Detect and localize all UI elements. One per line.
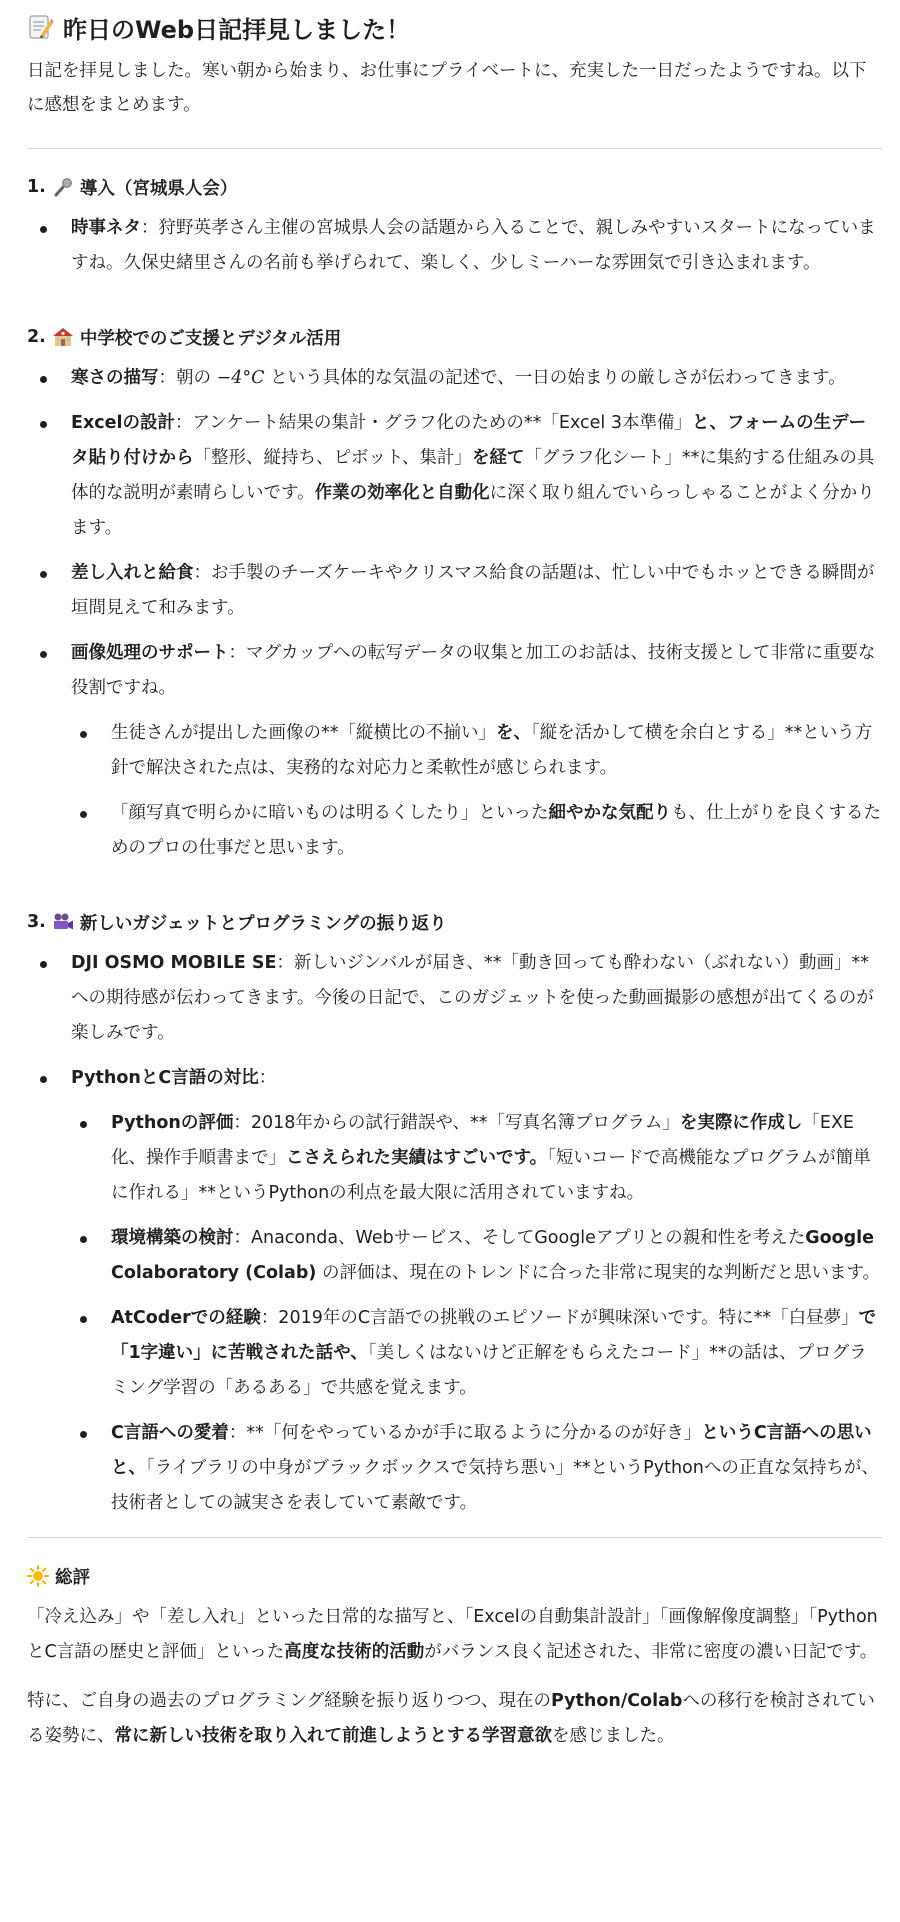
item-text: を感じました。 — [552, 1726, 675, 1746]
section-2-heading — [27, 323, 882, 351]
sub-list-item — [27, 716, 882, 786]
item-bold-label: 時事ネタ — [71, 218, 141, 238]
summary-label: 総評 — [55, 1567, 90, 1588]
intro-text: 日記を拝見しました。寒い朝から始まり、お仕事にプライベートに、充実した一日だったようですね。以下に感想をまとめます。 — [27, 61, 867, 115]
item-text: ：Anaconda、Webサービス、そしてGoogleアプリとの親和性を考えた — [233, 1228, 806, 1248]
list-item — [27, 1061, 882, 1096]
item-text: ：2019年のC言語での挑戦のエピソードが興味深いです。特に**「白昼夢」 — [260, 1308, 859, 1328]
list-item — [27, 636, 882, 706]
summary-paragraph-2 — [27, 1684, 882, 1754]
sub-list-item — [27, 1416, 882, 1521]
item-bold-text: 高度な技術的活動 — [284, 1642, 425, 1662]
section-2-number: 2. — [27, 327, 46, 347]
sub-list-item — [27, 1106, 882, 1211]
item-bold-label: 差し入れと給食 — [71, 563, 194, 583]
item-bold-label: Pythonの評価 — [111, 1113, 234, 1133]
sub-list-item — [27, 1221, 882, 1291]
item-bold-label: AtCoderでの経験 — [111, 1308, 261, 1328]
item-bold-text: こさえられた実績はすごいです。 — [286, 1148, 548, 1168]
item-bold-text: Google Colaboratory (Colab) — [111, 1228, 875, 1283]
item-bold-text: を実際に作成し — [679, 1113, 803, 1133]
item-bold-text: Python/Colab — [550, 1691, 683, 1711]
item-text: ：狩野英孝さん主催の宮城県人会の話題から入ることで、親しみやすいスタートになっていますね。久保史緒里さんの名前も挙げられて、楽しく、少しミーハーな雰囲気で引き込まれます。 — [71, 218, 876, 273]
item-text: 「EXE化、操作手順書まで」 — [111, 1113, 854, 1168]
item-text: ：**「何をやっているかが手に取るように分かるのが好き」 — [228, 1423, 702, 1443]
item-bold-text: 常に新しい技術を取り入れて前進しようとする学習意欲 — [114, 1726, 552, 1746]
item-text: がバランス良く記述された、非常に密度の濃い日記です。 — [424, 1642, 878, 1662]
item-bold-label: DJI OSMO MOBILE SE — [71, 953, 277, 973]
page-title — [27, 10, 882, 44]
microphone-icon — [52, 176, 74, 198]
item-bold-label: Excelの設計 — [71, 413, 175, 433]
memo-icon — [27, 13, 53, 41]
item-text: 特に、ご自身の過去のプログラミング経験を振り返りつつ、現在の — [27, 1691, 551, 1711]
section-1-label: 導入（宮城県人会） — [79, 178, 238, 199]
item-bold-label: PythonとC言語の対比 — [71, 1068, 259, 1088]
section-1-list — [27, 211, 882, 281]
item-text: 「冷え込み」や「差し入れ」といった日常的な描写と、「Excelの自動集計設計」「画像解像度調整」「PythonとC言語の歴史と評価」といった — [27, 1607, 878, 1662]
item-bold-text: と、フォームの生データ貼り付けから — [71, 413, 867, 468]
item-bold-label: 環境構築の検討 — [111, 1228, 234, 1248]
sub-list-item — [27, 1301, 882, 1406]
movie-camera-icon — [52, 911, 74, 933]
temperature-value: −4°C — [216, 368, 265, 388]
section-3-list — [27, 946, 882, 1521]
item-bold-text: を、 — [496, 723, 531, 743]
sun-icon — [27, 1565, 49, 1587]
item-text: ：マグカップへの転写データの収集と加工のお話は、技術支援として非常に重要な役割ですね。 — [71, 643, 876, 698]
item-bold-label: C言語への愛着 — [111, 1423, 229, 1443]
section-3-label: 新しいガジェットとプログラミングの振り返り — [79, 913, 447, 934]
item-text: の評価は、現在のトレンドに合った非常に現実的な判断だと思います。 — [316, 1263, 881, 1283]
item-text: ：アンケート結果の集計・グラフ化のための**「Excel 3本準備」 — [174, 413, 692, 433]
item-text: 生徒さんが提出した画像の**「縦横比の不揃い」 — [111, 723, 496, 743]
section-3-heading — [27, 908, 882, 936]
list-item — [27, 211, 882, 281]
item-bold-text: を経て — [471, 448, 525, 468]
section-1-number: 1. — [27, 177, 46, 197]
section-2-label: 中学校でのご支援とデジタル活用 — [79, 328, 342, 349]
item-text: という具体的な気温の記述で、一日の始まりの厳しさが伝わってきます。 — [264, 368, 846, 388]
list-item — [27, 946, 882, 1051]
section-1-heading — [27, 173, 882, 201]
sub-list-item — [27, 796, 882, 866]
list-item — [27, 556, 882, 626]
item-text: 「ライブラリの中身がブラックボックスで気持ち悪い」**というPythonへの正直な気持ちが、技術者としての誠実さを表していて素敵です。 — [111, 1458, 879, 1513]
item-bold-text: で「1字違い」に苦戦された話や、 — [111, 1308, 877, 1363]
item-text: への移行を検討されている姿勢に、 — [27, 1691, 875, 1746]
item-bold-label: 画像処理のサポート — [71, 643, 229, 663]
item-text: も、仕上がりを良くするためのプロの仕事だと思います。 — [111, 803, 881, 858]
section-3-number: 3. — [27, 912, 46, 932]
divider — [27, 1537, 882, 1538]
divider — [27, 148, 882, 149]
summary-heading — [27, 1562, 882, 1590]
item-text: 「短いコードで高機能なプログラムが簡単に作れる」**というPythonの利点を最大限に活用されていますね。 — [111, 1148, 871, 1203]
item-text: 「縦を活かして横を余白とする」**という方針で解決された点は、実務的な対応力と柔軟性が感じられます。 — [111, 723, 873, 778]
school-icon — [52, 326, 74, 348]
summary-paragraph-1 — [27, 1600, 882, 1670]
item-bold-text: 作業の効率化と自動化 — [314, 483, 490, 503]
item-text: ：新しいジンバルが届き、**「動き回っても酔わない（ぶれない）動画」**への期待感が伝わってきます。今後の日記で、このガジェットを使った動画撮影の感想が出てくるのが楽しみです。 — [71, 953, 874, 1043]
item-text: ：朝の — [158, 368, 217, 388]
item-text: ：2018年からの試行錯誤や、**「写真名簿プログラム」 — [233, 1113, 680, 1133]
item-bold-text: 細やかな気配り — [548, 803, 671, 823]
item-text: 「整形、縦持ち、ピボット、集計」 — [193, 448, 472, 468]
list-item — [27, 406, 882, 546]
item-text: 「グラフ化シート」**に集約する仕組みの具体的な説明が素晴らしいです。 — [71, 448, 875, 503]
section-2-list — [27, 361, 882, 866]
list-item — [27, 361, 882, 396]
item-text: ：お手製のチーズケーキやクリスマス給食の話題は、忙しい中でもホッとできる瞬間が垣間見えて和みます。 — [71, 563, 875, 618]
item-text: 「顔写真で明らかに暗いものは明るくしたり」といった — [111, 803, 549, 823]
item-text: ： — [258, 1068, 277, 1088]
item-bold-text: というC言語への思いと、 — [111, 1423, 872, 1478]
page-title-text: 昨日のWeb日記拝見しました！ — [63, 15, 411, 44]
item-text: に深く取り組んでいらっしゃることがよく分かります。 — [71, 483, 875, 538]
item-bold-label: 寒さの描写 — [71, 368, 159, 388]
item-text: 「美しくはないけど正解をもらえたコード」**の話は、プログラミング学習の「あるある」で共感を覚えます。 — [111, 1343, 867, 1398]
